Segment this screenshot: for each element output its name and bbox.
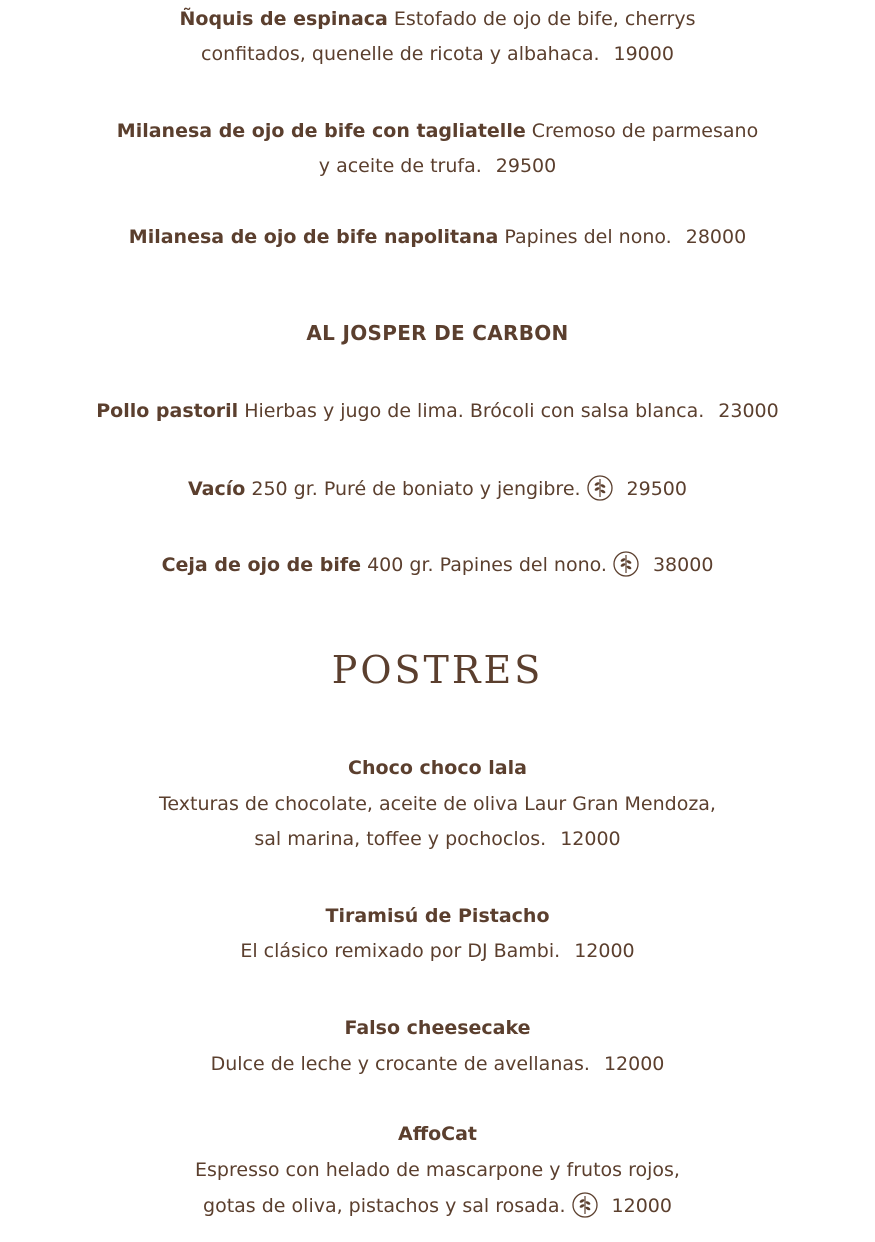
dessert-description: Espresso con helado de mascarpone y frutos rojos, [195, 1159, 680, 1181]
menu-item-ceja-ojo-de-bife [0, 551, 875, 578]
dish-name: Ceja de ojo de bife [161, 554, 362, 576]
dish-price: 28000 [685, 226, 747, 248]
dish-price: 23000 [718, 400, 779, 422]
menu-item-pollo-pastoril [0, 398, 875, 424]
menu-item-cheesecake-line2 [0, 1051, 875, 1077]
dish-price: 19000 [613, 43, 674, 65]
section-title-postres: POSTRES [331, 648, 544, 692]
menu-item-choco-line3 [0, 826, 875, 852]
dish-name: Vacío [188, 478, 246, 500]
dessert-name: Choco choco lala [348, 757, 527, 779]
dish-price: 29500 [495, 155, 557, 177]
olive-oil-icon [572, 1192, 598, 1218]
dish-name: Ñoquis de espinaca [179, 8, 388, 30]
dish-description: 400 gr. Papines del nono. [367, 554, 607, 576]
menu-item-vacio [0, 475, 875, 502]
menu-item-noquis [0, 6, 875, 32]
dessert-price: 12000 [574, 940, 635, 962]
menu-item-noquis-line2 [0, 41, 875, 67]
dessert-price: 12000 [603, 1053, 665, 1075]
menu-item-affocat-line3 [0, 1192, 875, 1219]
dessert-description: Texturas de chocolate, aceite de oliva Laur Gran Mendoza, [159, 793, 716, 815]
dish-description: Hierbas y jugo de lima. Brócoli con salsa blanca. [244, 400, 705, 422]
menu-item-tiramisu-line2 [0, 938, 875, 964]
dish-description: Cremoso de parmesano [531, 120, 759, 142]
dish-description: Papines del nono. [504, 226, 672, 248]
dessert-name: Falso cheesecake [344, 1017, 531, 1039]
menu-item-milanesa-napolitana [0, 224, 875, 250]
dessert-price: 12000 [560, 828, 621, 850]
dessert-name: AffoCat [398, 1123, 477, 1145]
dish-name: Pollo pastoril [96, 400, 239, 422]
dish-description: Estofado de ojo de bife, cherrys [393, 8, 696, 30]
olive-oil-icon [613, 551, 639, 577]
dessert-price: 12000 [611, 1195, 672, 1217]
dish-description: confitados, quenelle de ricota y albahaca. [201, 43, 600, 65]
dish-description: 250 gr. Puré de boniato y jengibre. [251, 478, 581, 500]
dessert-description: El clásico remixado por DJ Bambi. [240, 940, 561, 962]
dessert-description: Dulce de leche y crocante de avellanas. [210, 1053, 590, 1075]
dessert-name: Tiramisú de Pistacho [325, 905, 550, 927]
menu-item-milanesa-tagliatelle-line2 [0, 153, 875, 179]
dish-description: y aceite de trufa. [318, 155, 482, 177]
menu-item-milanesa-tagliatelle [0, 118, 875, 144]
dish-price: 38000 [652, 554, 714, 576]
dish-name: Milanesa de ojo de bife napolitana [128, 226, 499, 248]
section-title-josper: AL JOSPER DE CARBON [306, 321, 569, 345]
olive-oil-icon [587, 475, 613, 501]
dish-price: 29500 [626, 478, 687, 500]
dish-name: Milanesa de ojo de bife con tagliatelle [116, 120, 526, 142]
dessert-description: gotas de oliva, pistachos y sal rosada. [203, 1195, 566, 1217]
dessert-description: sal marina, toffee y pochoclos. [254, 828, 547, 850]
